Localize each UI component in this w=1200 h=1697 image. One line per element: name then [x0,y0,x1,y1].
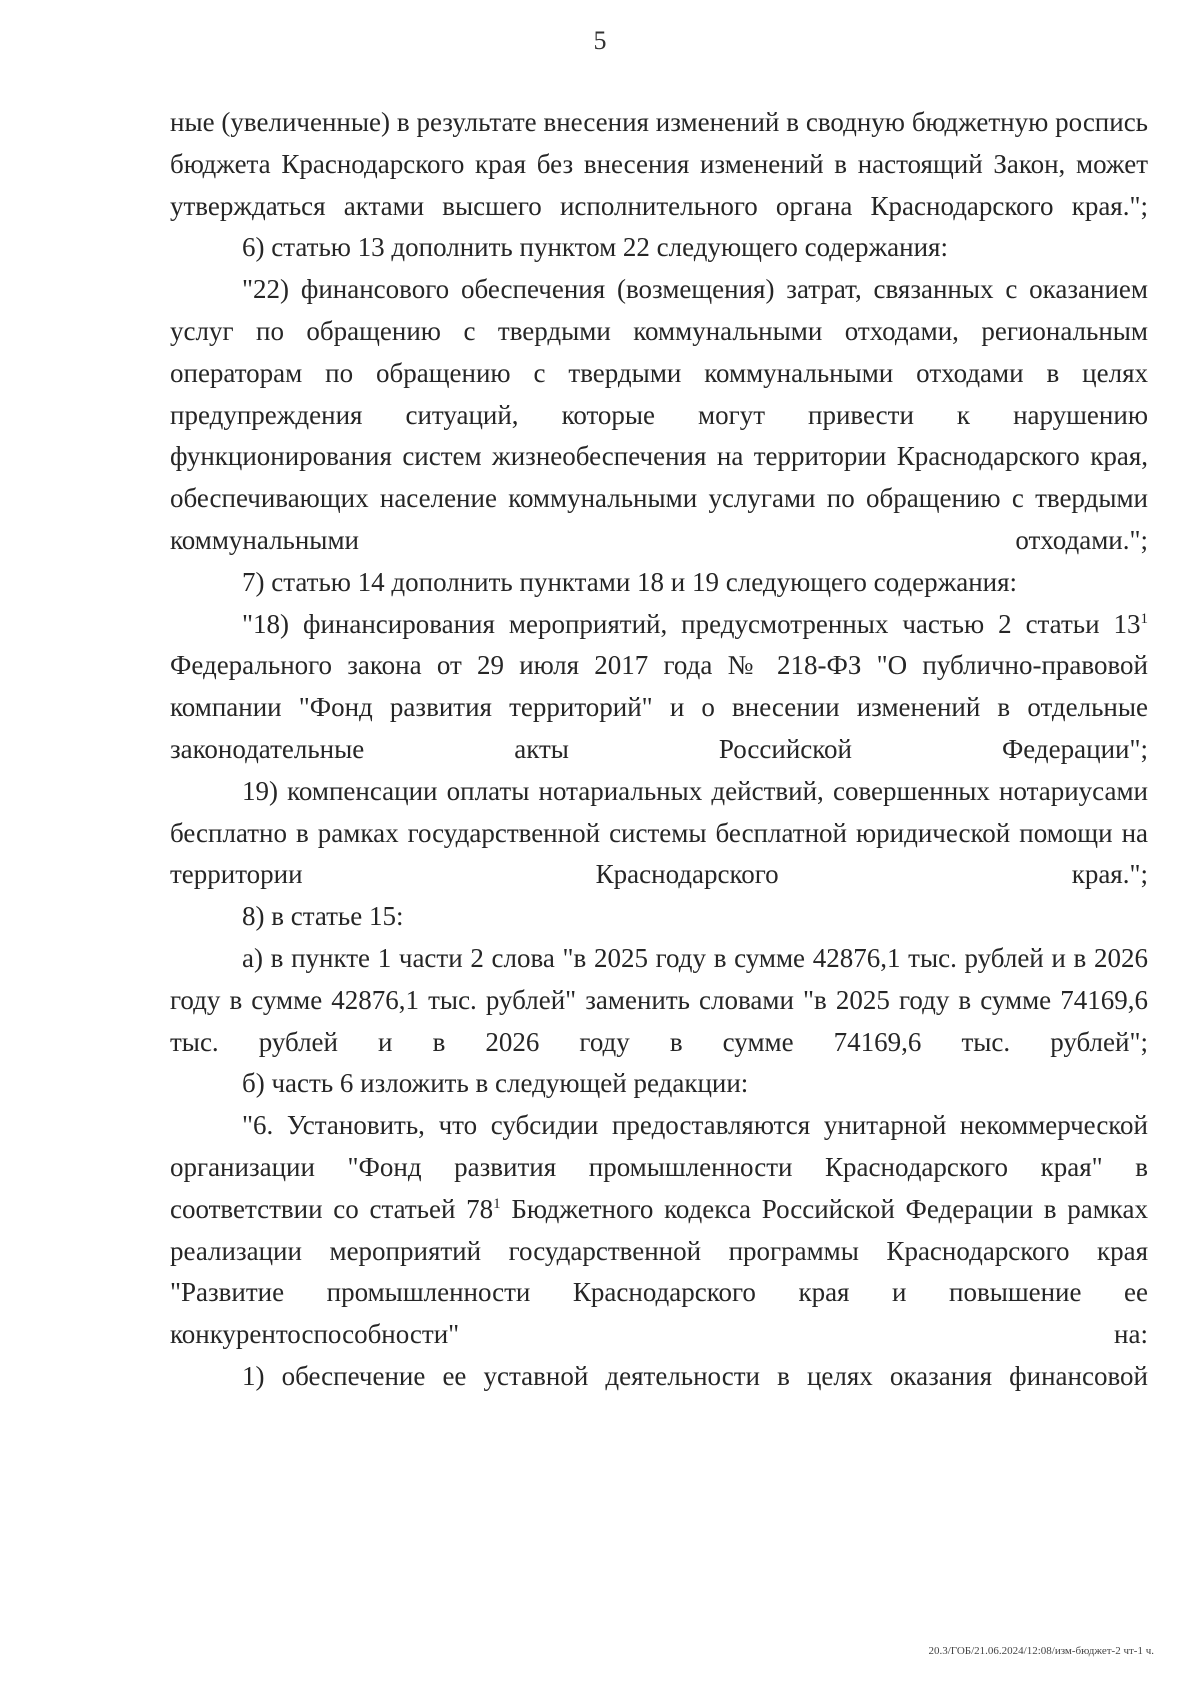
part-6-text-end: Бюджетного кодекса Российской Федерации в рамках реализации мероприятий государственной программы Краснодарского края "Развитие промышленности Краснодарского края и повышение ее конкурентоспособности" на: [170,1193,1148,1350]
superscript-marker: 1 [1140,610,1148,627]
footer-document-code: 20.3/ГОБ/21.06.2024/12:08/изм-бюджет-2 чт-1 ч. [928,1645,1154,1657]
paragraph-continuation: ные (увеличенные) в результате внесения изменений в сводную бюджетную роспись бюджета Краснодарского края без внесения изменений в настоящий Закон, может утверждаться актами высшего исполнительного органа Краснодарского края."; [170,107,1148,221]
document-body [170,102,1148,1398]
paragraph-point-18 [170,604,1148,771]
paragraph-item-8: 8) в статье 15: [242,901,404,932]
paragraph-subitem-a: а) в пункте 1 части 2 слова "в 2025 году в сумме 42876,1 тыс. рублей и в 2026 году в сумме 42876,1 тыс. рублей" заменить словами "в 2025 году в сумме 74169,6 тыс. рублей и в 2026 году в сумме 74169,6 тыс. рублей"; [170,942,1148,1057]
paragraph-subitem-b: б) часть 6 изложить в следующей редакции: [242,1068,749,1099]
superscript-marker: 1 [493,1195,501,1212]
paragraph-part-6 [170,1105,1148,1356]
point-18-text-start: "18) финансирования мероприятий, предусмотренных частью 2 статьи 13 [242,608,1141,639]
page-number: 5 [593,26,607,55]
point-18-text-end: Федерального закона от 29 июля 2017 года № 218-ФЗ "О публично-правовой компании "Фонд развития территорий" и о внесении изменений в отдельные законодательные акты Российской Федерации"; [170,650,1148,764]
paragraph-point-19: 19) компенсации оплаты нотариальных действий, совершенных нотариусами бесплатно в рамках государственной системы бесплатной юридической помощи на территории Краснодарского края."; [170,775,1148,890]
paragraph-point-22: "22) финансового обеспечения (возмещения) затрат, связанных с оказанием услуг по обращению с твердыми коммунальными отходами, региональным операторам по обращению с твердыми коммунальными отходами в целях предупреждения ситуаций, которые могут привести к нарушению функционирования систем жизнеобеспечения на территории Краснодарского края, обеспечивающих население коммунальными услугами по обращению с твердыми коммунальными отходами."; [170,274,1148,555]
paragraph-subpoint-1: 1) обеспечение ее уставной деятельности в целях оказания финансовой [242,1360,1148,1391]
paragraph-item-6: 6) статью 13 дополнить пунктом 22 следующего содержания: [242,232,948,263]
part-6-text-start: "6. Установить, что субсидии предоставляются унитарной некоммерческой организации "Фонд развития промышленности Краснодарского края" в соответствии со статьей 78 [170,1110,1148,1224]
paragraph-item-7: 7) статью 14 дополнить пунктами 18 и 19 следующего содержания: [242,566,1018,597]
